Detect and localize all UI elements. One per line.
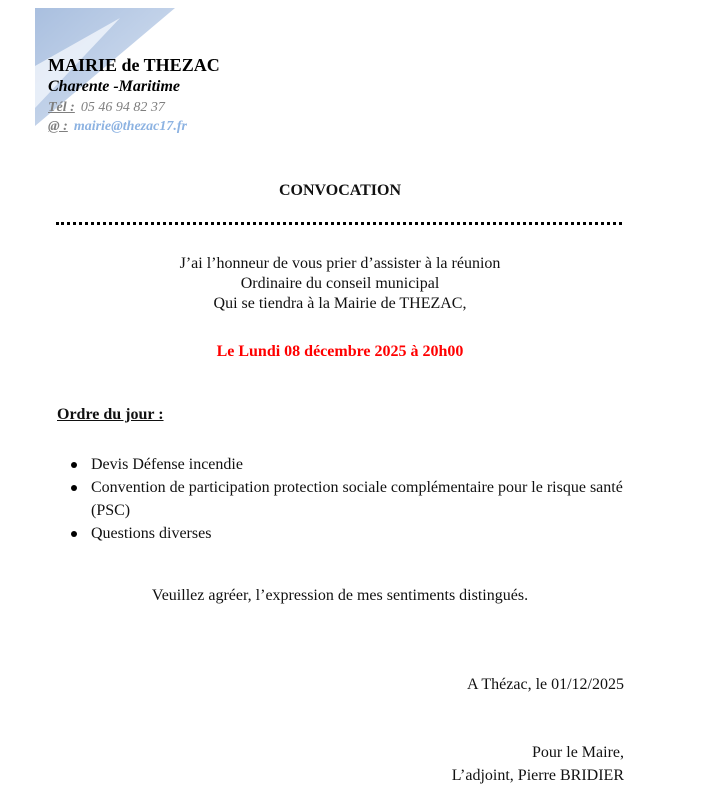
email-line xyxy=(48,120,220,134)
dotted-separator xyxy=(56,222,622,225)
agenda-title: Ordre du jour : xyxy=(57,406,164,423)
intro-line: Ordinaire du conseil municipal xyxy=(240,275,440,292)
bullet-icon xyxy=(71,462,77,468)
mairie-name: MAIRIE de THEZAC xyxy=(48,55,220,75)
agenda-item xyxy=(68,522,628,545)
intro-paragraph xyxy=(0,254,680,314)
agenda-list xyxy=(68,453,628,545)
letterhead xyxy=(48,56,220,139)
bullet-icon xyxy=(71,485,77,491)
email-label: @ : xyxy=(48,119,68,134)
email-address: mairie@thezac17.fr xyxy=(73,119,187,134)
place-and-date: A Thézac, le 01/12/2025 xyxy=(467,676,624,693)
signature-line: L’adjoint, Pierre BRIDIER xyxy=(451,767,624,784)
agenda-item-text: Convention de participation protection sociale complémentaire pour le risque santé (PSC) xyxy=(91,479,623,519)
closing-formula: Veuillez agréer, l’expression de mes sentiments distingués. xyxy=(151,587,529,604)
intro-line: J’ai l’honneur de vous prier d’assister à la réunion xyxy=(179,255,501,272)
region-name: Charente -Maritime xyxy=(48,78,181,95)
document-title: CONVOCATION xyxy=(278,182,402,199)
phone-number: 05 46 94 82 37 xyxy=(80,100,165,115)
meeting-date: Le Lundi 08 décembre 2025 à 20h00 xyxy=(216,343,464,360)
agenda-item xyxy=(68,476,628,522)
bullet-icon xyxy=(71,531,77,537)
signature-block xyxy=(452,741,624,787)
signature-line: Pour le Maire, xyxy=(532,744,624,761)
agenda-item xyxy=(68,453,628,476)
agenda-item-text: Questions diverses xyxy=(91,525,212,542)
intro-line: Qui se tiendra à la Mairie de THEZAC, xyxy=(213,295,467,312)
phone-label: Tél : xyxy=(48,100,75,115)
agenda-item-text: Devis Défense incendie xyxy=(91,456,243,473)
phone-line xyxy=(48,101,220,115)
